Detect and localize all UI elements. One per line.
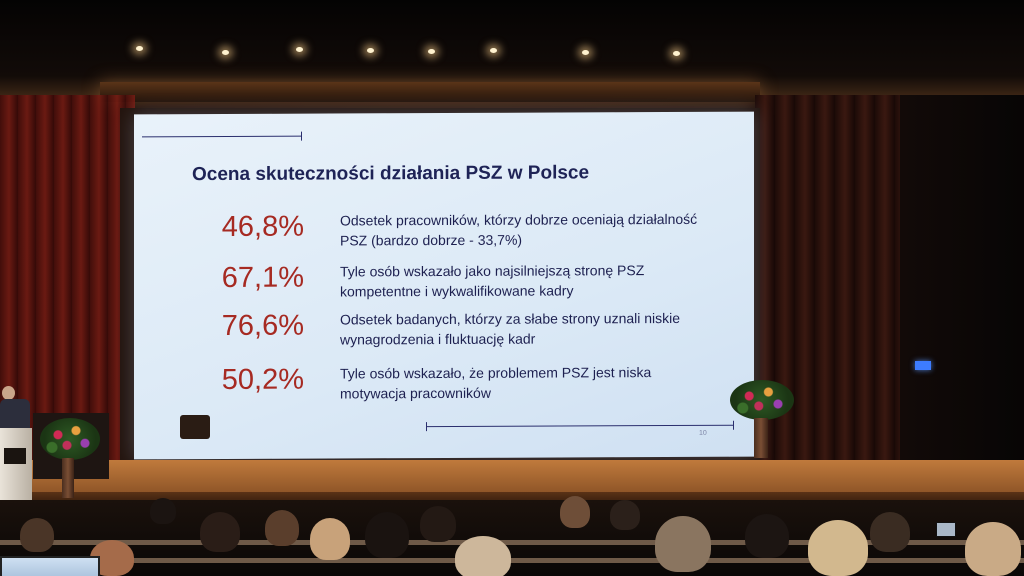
audience-head — [365, 512, 409, 558]
right-wall — [900, 95, 1024, 495]
flower-stand-right — [754, 418, 768, 458]
speaker-head — [2, 386, 15, 400]
stat-value: 67,1% — [221, 261, 304, 294]
slide-page-number: 10 — [699, 429, 707, 437]
audience-head — [20, 518, 54, 552]
stat-value: 50,2% — [221, 363, 304, 396]
exit-sign — [915, 361, 931, 370]
audience-head — [965, 522, 1021, 576]
stat-value: 46,8% — [221, 210, 304, 243]
slide-top-rule — [142, 136, 302, 138]
ceiling-light — [490, 48, 497, 53]
stat-description: Odsetek badanych, którzy za słabe strony uznali niskie wynagrodzenia i fluktuację kadr — [340, 309, 681, 348]
audience-head — [455, 536, 511, 576]
ceiling-light — [296, 47, 303, 52]
slide-bottom-rule — [426, 425, 734, 427]
stat-value: 76,6% — [221, 309, 304, 342]
flower-arrangement-right — [730, 380, 794, 420]
ceiling-light — [367, 48, 374, 53]
audience-head — [265, 510, 299, 546]
audience-head — [808, 520, 868, 576]
audience-head — [745, 514, 789, 558]
audience-head — [610, 500, 640, 530]
stat-description: Tyle osób wskazało jako najsilniejszą stronę PSZ kompetentne i wykwalifikowane kadry — [340, 262, 645, 300]
flower-arrangement-left — [40, 418, 100, 460]
podium-logo — [4, 448, 26, 464]
laptop-screen — [0, 556, 100, 576]
slide-title: Ocena skuteczności działania PSZ w Polsce — [192, 162, 590, 186]
stat-description: Odsetek pracowników, którzy dobrze oceniają działalność PSZ (bardzo dobrze - 33,7%) — [340, 210, 698, 249]
audience-desk — [0, 558, 1024, 563]
presentation-slide — [134, 112, 754, 460]
audience-head — [560, 496, 590, 528]
phone-screen — [936, 522, 956, 537]
flower-stand-left — [62, 458, 74, 498]
speaker — [0, 399, 30, 429]
ceiling-light — [136, 46, 143, 51]
stat-row — [134, 209, 754, 249]
ceiling-light — [673, 51, 680, 56]
ceiling — [0, 0, 1024, 95]
ceiling-light — [428, 49, 435, 54]
ceiling-beam — [100, 82, 760, 102]
audience-head — [420, 506, 456, 542]
camera-rig — [180, 415, 210, 439]
audience-head — [150, 498, 176, 524]
stat-row — [134, 362, 754, 402]
audience-head — [655, 516, 711, 572]
stat-description: Tyle osób wskazało, że problemem PSZ jest niska motywacja pracowników — [340, 364, 652, 402]
audience-head — [870, 512, 910, 552]
stat-row — [134, 260, 754, 300]
ceiling-light — [222, 50, 229, 55]
ceiling-light — [582, 50, 589, 55]
audience-head — [310, 518, 350, 560]
podium — [0, 428, 32, 510]
stat-row — [134, 308, 754, 348]
audience-head — [200, 512, 240, 552]
